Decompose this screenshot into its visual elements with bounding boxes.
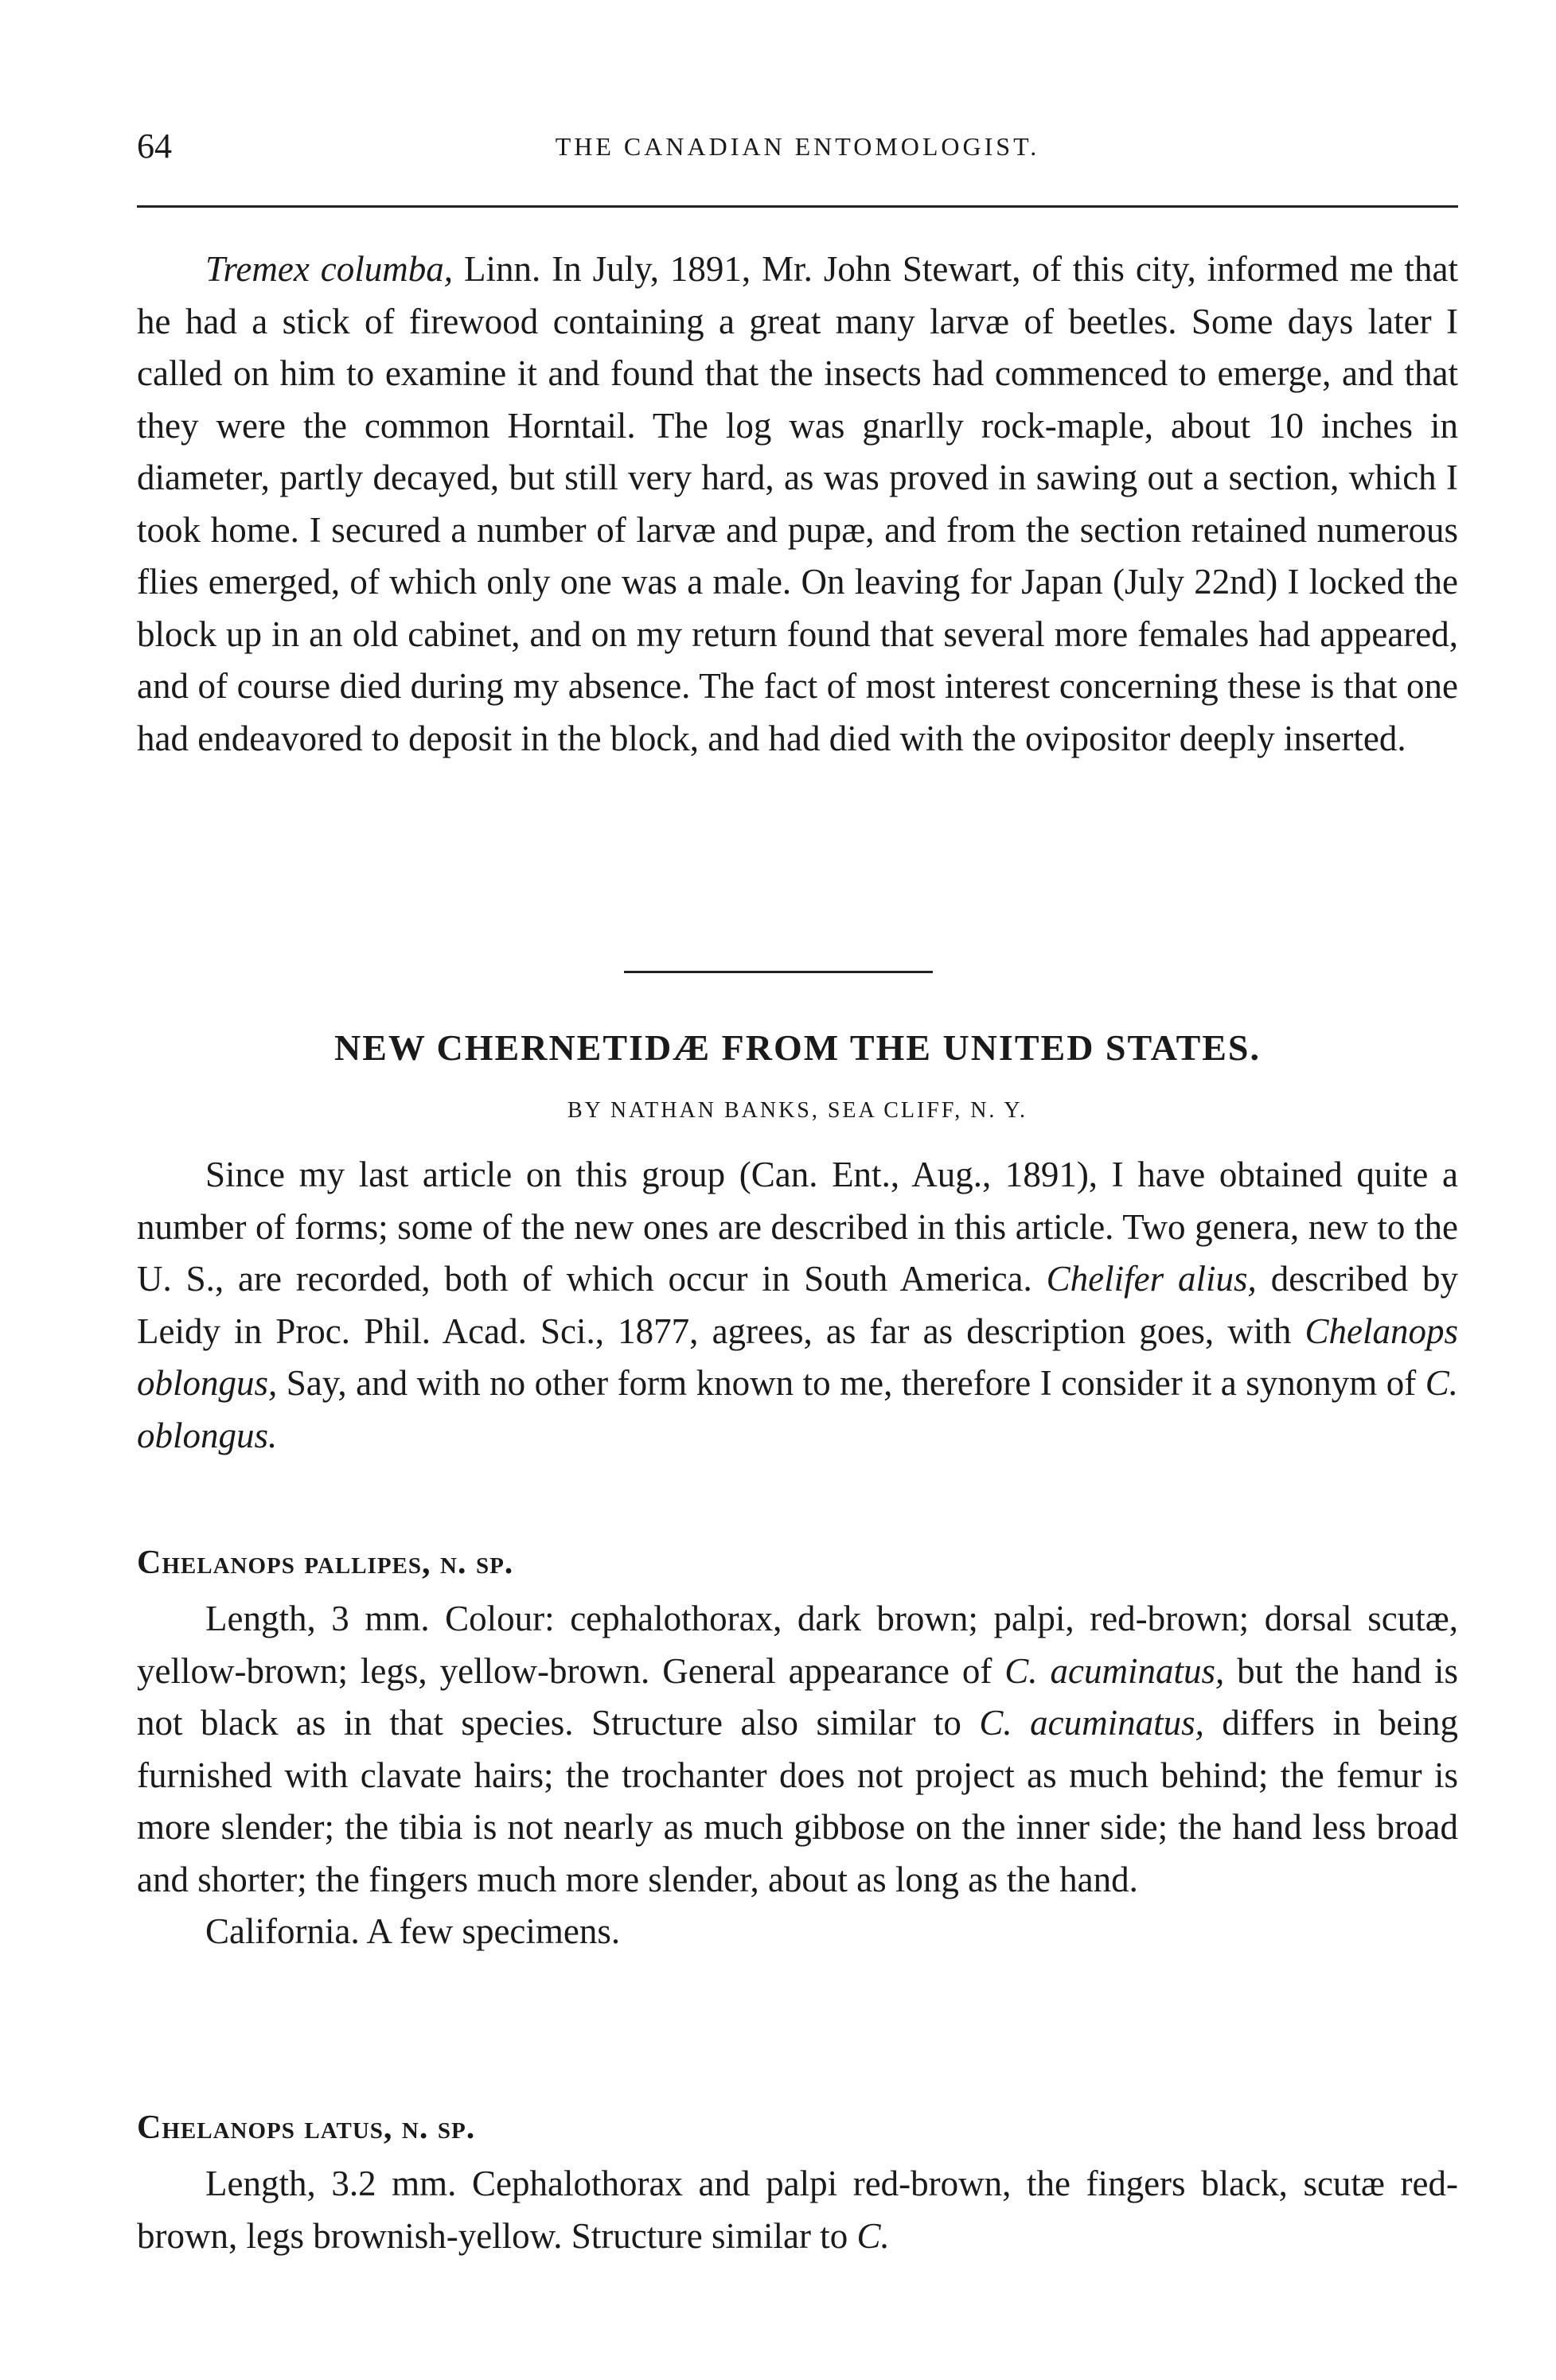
pallipes-italic-2: C. acuminatus, <box>979 1703 1204 1743</box>
intro-text-3: Say, and with no other form known to me, therefore I consider it a synonym of <box>277 1363 1425 1403</box>
pallipes-italic-1: C. acuminatus, <box>1004 1650 1225 1691</box>
running-title: THE CANADIAN ENTOMOLOGIST. <box>555 132 1040 161</box>
latus-description <box>137 2158 1458 2262</box>
intro-paragraph <box>137 1149 1458 1462</box>
pallipes-text-1: Length, 3 mm. Colour: cephalothorax, dark brown; palpi, red-brown; dorsal scutæ, yellow-brown; legs, yellow-brown. General appearance of <box>137 1599 1458 1691</box>
article-byline: BY NATHAN BANKS, SEA CLIFF, N. Y. <box>567 1098 1028 1123</box>
article-title: NEW CHERNETIDÆ FROM THE UNITED STATES. <box>333 1027 1262 1068</box>
latus-paragraph <box>137 2158 1458 2262</box>
pallipes-text-2: but the hand is not black as in that species. Structure also similar to <box>137 1650 1458 1743</box>
header-rule <box>137 205 1458 208</box>
page-number: 64 <box>137 127 172 166</box>
running-header <box>137 126 1458 173</box>
pallipes-text-3: differs in being furnished with clavate hairs; the trochanter does not project as much behind; the femur is more slender; the tibia is not nearly as much gibbose on the inner side; the hand less broad and shorter; the fingers much more slender, about as long as the hand. <box>137 1703 1458 1899</box>
pallipes-locality: California. A few specimens. <box>205 1911 621 1951</box>
article-intro <box>137 1149 1458 1462</box>
intro-italic-2: Chelanops oblongus, <box>137 1311 1458 1403</box>
pallipes-heading: Chelanops pallipes, n. sp. <box>137 1544 514 1581</box>
latus-heading: Chelanops latus, n. sp. <box>137 2109 476 2146</box>
section-divider <box>624 971 933 973</box>
tremex-note <box>137 243 1458 765</box>
tremex-species-name: Tremex columba, <box>205 249 453 289</box>
pallipes-description <box>137 1593 1458 1958</box>
intro-italic-3: C. oblongus. <box>137 1363 1458 1455</box>
pallipes-paragraph <box>137 1593 1458 1906</box>
latus-italic-1: C. <box>856 2215 890 2256</box>
tremex-paragraph <box>137 243 1458 765</box>
latus-text-1: Length, 3.2 mm. Cephalothorax and palpi red-brown, the fingers black, scutæ red-brown, legs brownish-yellow. Structure similar to <box>137 2164 1458 2256</box>
intro-italic-1: Chelifer alius, <box>1046 1259 1257 1299</box>
intro-text-1: Since my last article on this group (Can. Ent., Aug., 1891), I have obtained quite a number of forms; some of the new ones are described in this article. Two genera, new to the U. S., are recorded, both of which occur in South America. <box>137 1155 1458 1299</box>
tremex-text: Linn. In July, 1891, Mr. John Stewart, of this city, informed me that he had a stick of firewood containing a great many larvæ of beetles. Some days later I called on him to examine it and found that the insects had commenced to emerge, and that they were the common Horntail. The log was gnarlly rock-maple, about 10 inches in diameter, partly decayed, but still very hard, as was proved in sawing out a section, which I took home. I secured a number of larvæ and pupæ, and from the section retained numerous flies emerged, of which only one was a male. On leaving for Japan (July 22nd) I locked the block up in an old cabinet, and on my return found that several more females had appeared, and of course died during my absence. The fact of most interest concerning these is that one had endeavored to deposit in the block, and had died with the ovipositor deeply inserted. <box>137 249 1458 758</box>
intro-text-2: described by Leidy in Proc. Phil. Acad. Sci., 1877, agrees, as far as description goes, with <box>137 1259 1458 1351</box>
